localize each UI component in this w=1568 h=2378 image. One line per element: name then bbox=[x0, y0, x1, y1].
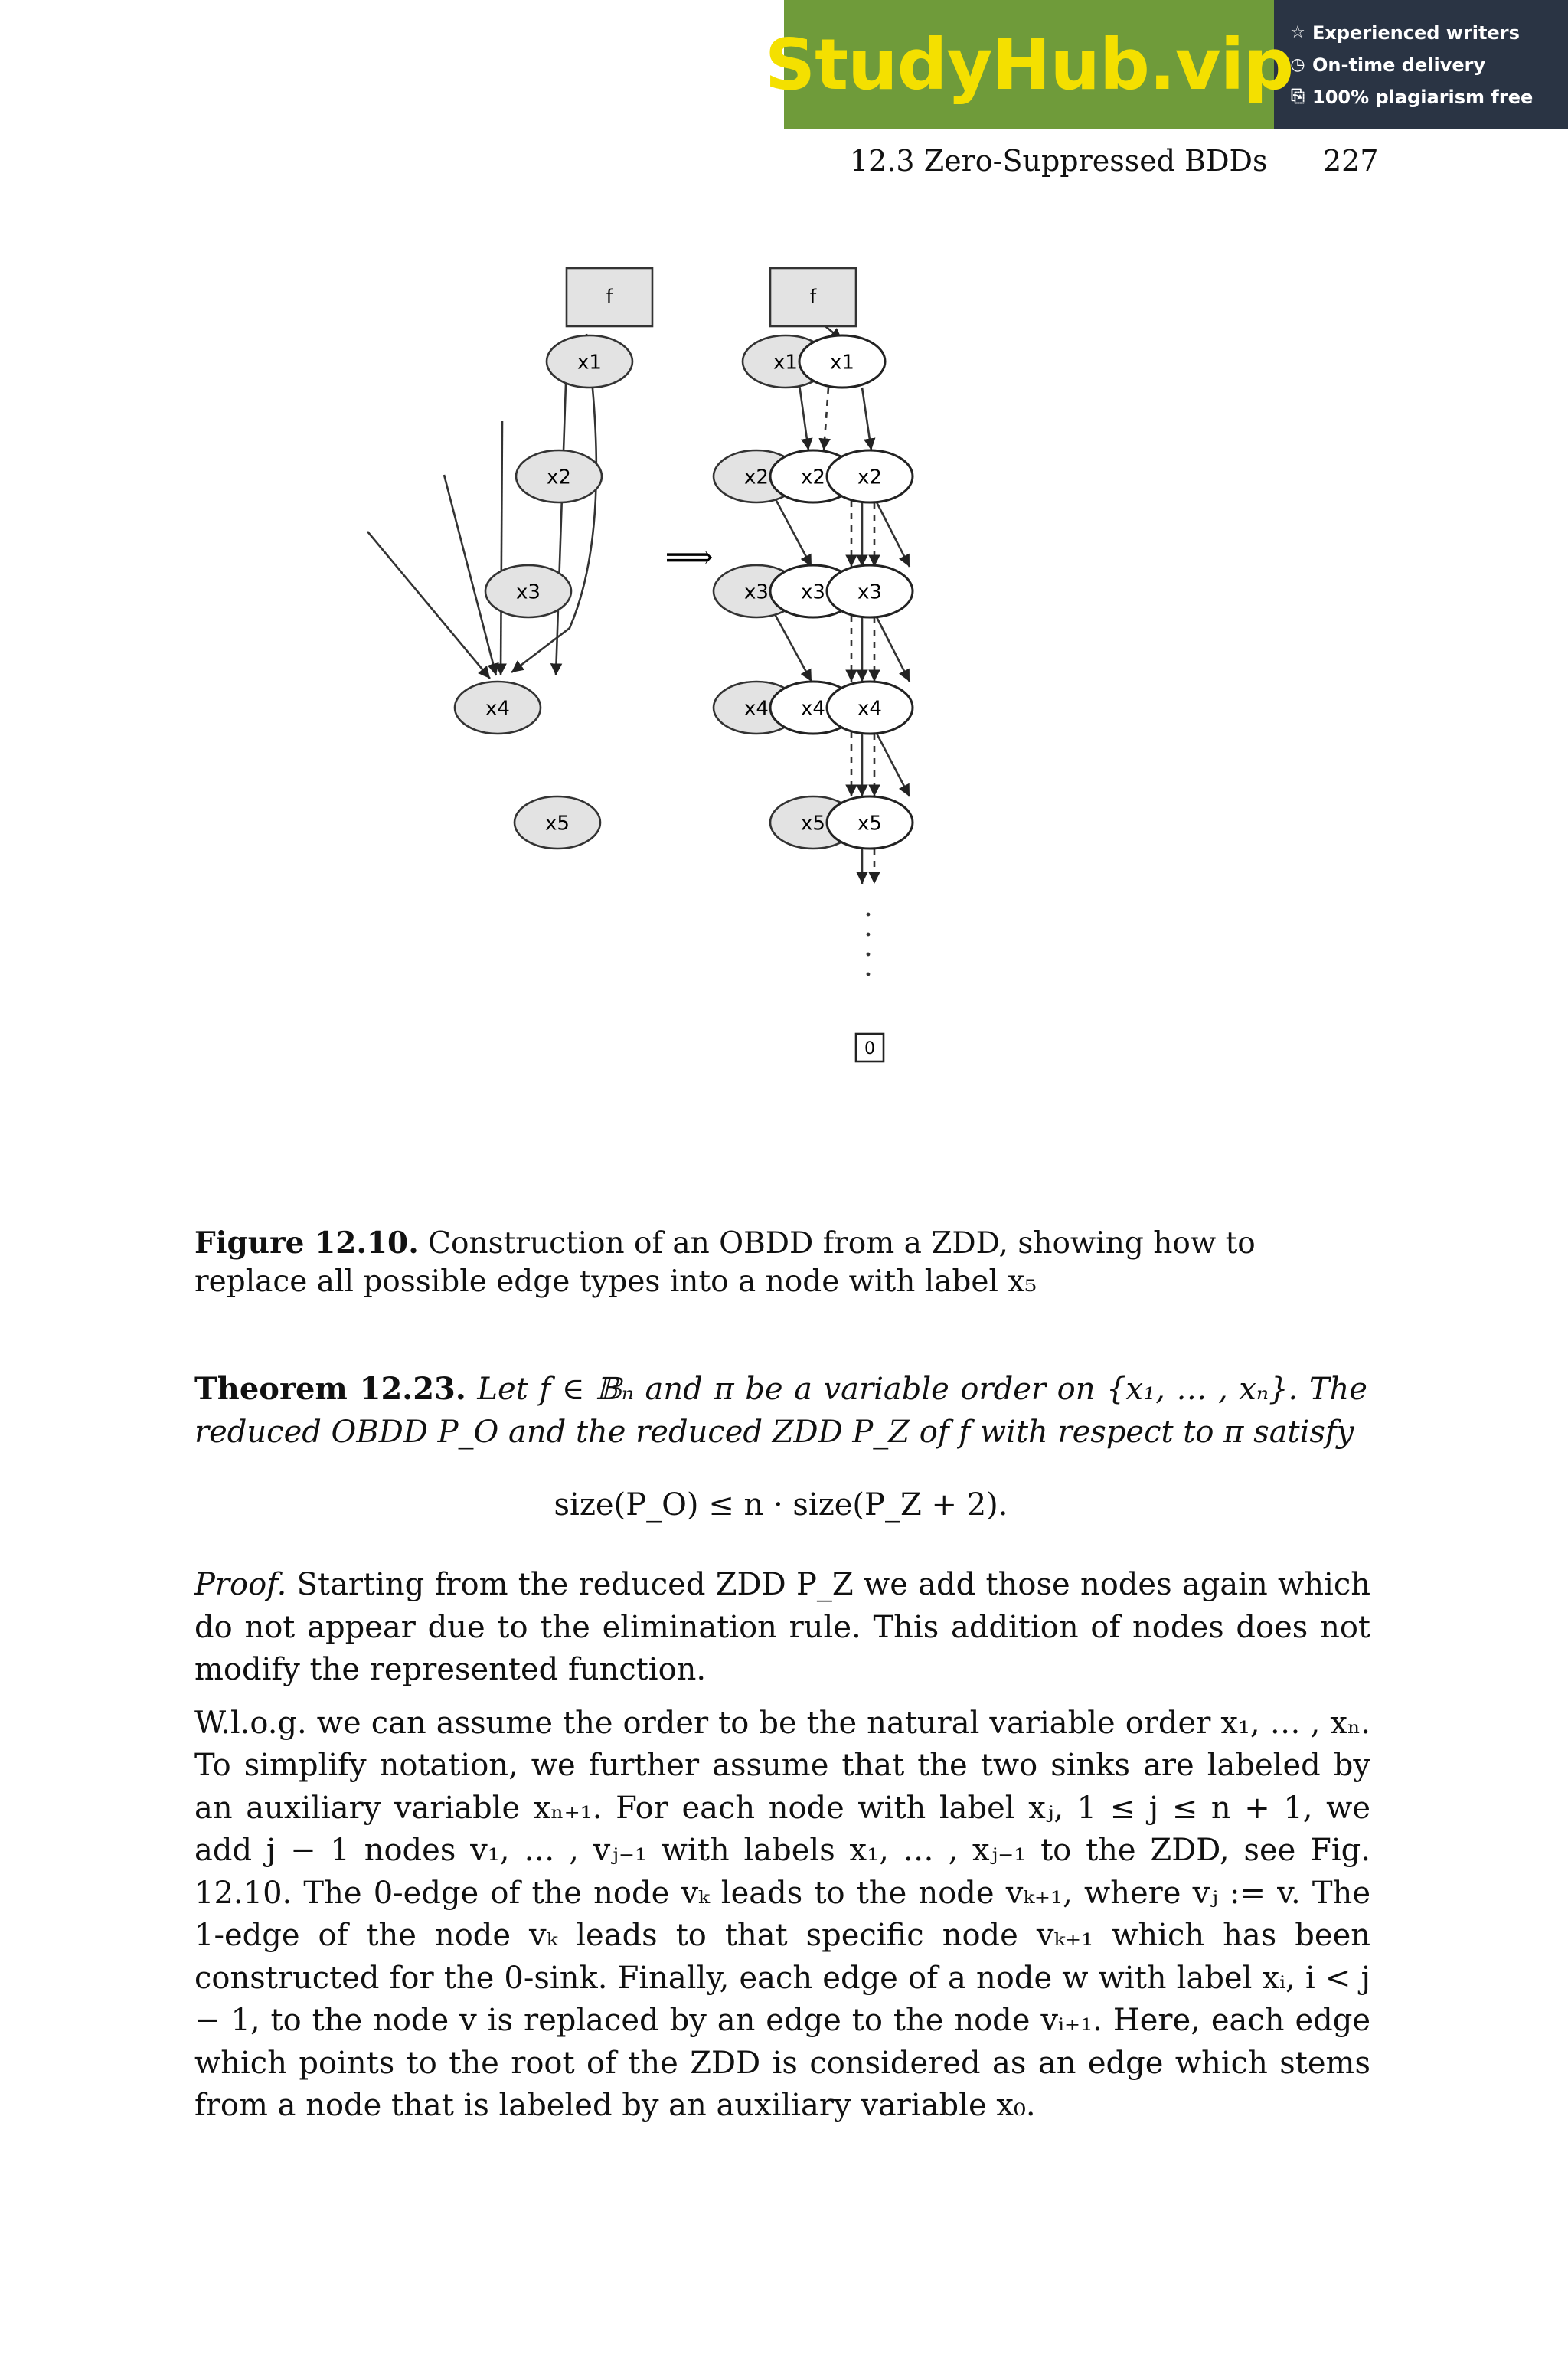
chain-a-x4: x4 bbox=[801, 697, 825, 721]
feature-item: ◷ On-time delivery bbox=[1289, 49, 1533, 81]
left-root-label: f bbox=[606, 286, 613, 307]
left-node-x4: x4 bbox=[485, 697, 510, 721]
zero-sink-label: 0 bbox=[864, 1039, 875, 1058]
clock-icon: ◷ bbox=[1290, 55, 1305, 74]
figure-caption-text: Construction of an OBDD from a ZDD, showing how to replace all possible edge types into a node with label x₅ bbox=[194, 1226, 1256, 1299]
chain-a-x1: x1 bbox=[830, 351, 854, 375]
figure-label: Figure 12.10. bbox=[194, 1225, 419, 1261]
left-node-x5: x5 bbox=[545, 812, 570, 836]
proof-block bbox=[194, 1564, 1370, 2138]
right-grey-x5: x5 bbox=[801, 812, 825, 836]
right-graph bbox=[714, 268, 913, 1061]
chain-a-x2: x2 bbox=[801, 466, 825, 489]
theorem-label: Theorem 12.23. bbox=[194, 1371, 466, 1407]
chain-b-x5: x5 bbox=[858, 812, 882, 836]
feature-item: ⎘ 100% plagiarism free bbox=[1289, 81, 1533, 113]
figure-caption bbox=[194, 1224, 1367, 1301]
right-grey-x2: x2 bbox=[744, 466, 769, 489]
feature-item: ☆ Experienced writers bbox=[1289, 17, 1533, 49]
right-grey-x3: x3 bbox=[744, 581, 769, 604]
star-icon: ☆ bbox=[1290, 23, 1305, 42]
section-title: 12.3 Zero-Suppressed BDDs bbox=[850, 144, 1268, 178]
right-root-label: f bbox=[809, 286, 817, 307]
chain-b-x4: x4 bbox=[858, 697, 882, 721]
implies-arrow: ⟹ bbox=[665, 538, 714, 577]
bdd-diagram bbox=[306, 253, 1256, 1172]
ad-banner[interactable] bbox=[764, 0, 1568, 129]
running-header bbox=[850, 144, 1379, 178]
theorem-block bbox=[194, 1368, 1367, 1454]
right-grey-x1: x1 bbox=[773, 351, 798, 375]
left-node-x1: x1 bbox=[577, 351, 602, 375]
chain-a-x3: x3 bbox=[801, 581, 825, 604]
logo-text: StudyHub.vip bbox=[764, 23, 1294, 106]
banner-features bbox=[1289, 17, 1533, 113]
theorem-text: Let f ∈ 𝔹ₙ and π be a variable order on {x₁, … , xₙ}. The reduced OBDD P_O and the reduced ZDD P_Z of f with respect to π satisfy bbox=[194, 1372, 1367, 1450]
chain-b-x3: x3 bbox=[858, 581, 882, 604]
proof-paragraph-1: Proof. Starting from the reduced ZDD P_Z we add those nodes again which do not appear due to the elimination rule. This addition of nodes does not modify the represented function. bbox=[194, 1567, 1370, 1687]
page-number: 227 bbox=[1323, 144, 1379, 178]
left-node-x2: x2 bbox=[547, 466, 571, 489]
theorem-formula: size(P_O) ≤ n · size(P_Z + 2). bbox=[554, 1487, 1008, 1523]
document-icon: ⎘ bbox=[1291, 87, 1305, 106]
studyhub-logo[interactable] bbox=[764, 0, 1294, 129]
chain-b-x2: x2 bbox=[858, 466, 882, 489]
left-graph bbox=[455, 268, 652, 849]
proof-paragraph-2: W.l.o.g. we can assume the order to be the natural variable order x₁, … , xₙ. To simplify notation, we further assume that the two sinks are labeled by an auxiliary variable xₙ₊₁. For each node with label xⱼ, 1 ≤ j ≤ n + 1, we add j − 1 nodes v₁, … , vⱼ₋₁ with labels x₁, … , xⱼ₋₁ to the ZDD, see Fig. 12.10. The 0-edge of the node vₖ leads to the node vₖ₊₁, where vⱼ := v. The 1-edge of the node vₖ leads to that specific node vₖ₊₁ which has been constructed for the 0-sink. Finally, each edge of a node w with label xᵢ, i < j − 1, to the node v is replaced by an edge to the node vᵢ₊₁. Here, each edge which points to the root of the ZDD is considered as an edge which stems from a node that is labeled by an auxiliary variable x₀. bbox=[194, 1705, 1370, 2123]
right-grey-x4: x4 bbox=[744, 697, 769, 721]
proof-label: Proof. bbox=[194, 1567, 287, 1602]
left-node-x3: x3 bbox=[516, 581, 541, 604]
